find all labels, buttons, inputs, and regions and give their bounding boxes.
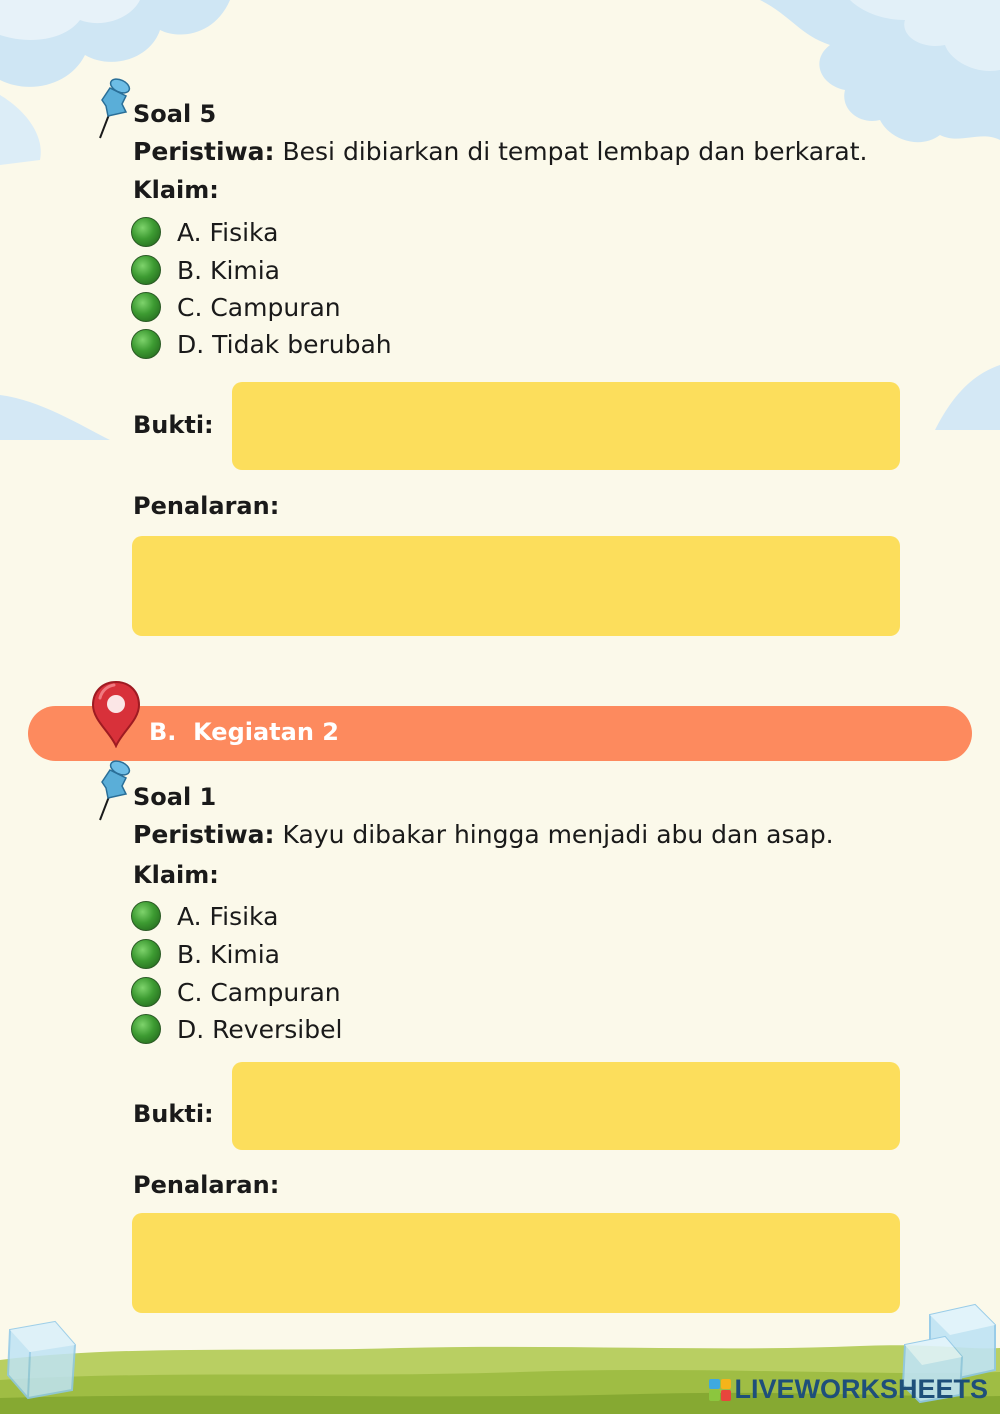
claim-label: Klaim:: [133, 176, 219, 204]
event-label: Peristiwa:: [133, 137, 275, 166]
evidence-label: Bukti:: [133, 411, 214, 439]
liveworksheets-logo-icon: [709, 1379, 731, 1401]
option-label: B. Kimia: [177, 939, 281, 969]
radio-dot-icon[interactable]: [131, 939, 161, 969]
event-text: Kayu dibakar hingga menjadi abu dan asap.: [274, 820, 834, 849]
evidence-input[interactable]: [232, 382, 900, 470]
radio-dot-icon[interactable]: [131, 329, 161, 359]
radio-dot-icon[interactable]: [131, 1014, 161, 1044]
option-label: D. Tidak berubah: [177, 329, 392, 359]
section-heading: B. Kegiatan 2: [149, 718, 339, 746]
radio-dot-icon[interactable]: [131, 292, 161, 322]
evidence-input[interactable]: [232, 1062, 900, 1150]
claim-label: Klaim:: [133, 861, 219, 889]
reasoning-input[interactable]: [132, 1213, 900, 1313]
option-label: C. Campuran: [177, 292, 341, 322]
event-text: Besi dibiarkan di tempat lembap dan berkarat.: [274, 137, 868, 166]
question-title: Soal 1: [133, 783, 217, 811]
option-label: A. Fisika: [177, 901, 279, 931]
radio-dot-icon[interactable]: [131, 217, 161, 247]
option-label: B. Kimia: [177, 255, 281, 285]
pushpin-icon: [96, 78, 136, 140]
option-b[interactable]: [131, 937, 280, 971]
option-d[interactable]: [131, 1012, 342, 1046]
question-title: Soal 5: [133, 100, 217, 128]
brand-name: LIVEWORKSHEETS: [734, 1374, 988, 1404]
option-a[interactable]: [131, 899, 278, 933]
reasoning-input[interactable]: [132, 536, 900, 636]
radio-dot-icon[interactable]: [131, 901, 161, 931]
location-pin-icon: [90, 680, 142, 748]
option-a[interactable]: [131, 215, 278, 249]
option-label: A. Fisika: [177, 217, 279, 247]
brand-logo: [709, 1374, 988, 1405]
event-description: [133, 137, 867, 166]
event-label: Peristiwa:: [133, 820, 275, 849]
option-label: D. Reversibel: [177, 1014, 343, 1044]
option-c[interactable]: [131, 290, 341, 324]
radio-dot-icon[interactable]: [131, 977, 161, 1007]
option-c[interactable]: [131, 975, 341, 1009]
option-d[interactable]: [131, 327, 392, 361]
option-b[interactable]: [131, 253, 280, 287]
radio-dot-icon[interactable]: [131, 255, 161, 285]
option-label: C. Campuran: [177, 977, 341, 1007]
evidence-label: Bukti:: [133, 1100, 214, 1128]
pushpin-icon: [96, 760, 136, 822]
event-description: [133, 820, 834, 849]
reasoning-label: Penalaran:: [133, 1171, 280, 1199]
reasoning-label: Penalaran:: [133, 492, 280, 520]
